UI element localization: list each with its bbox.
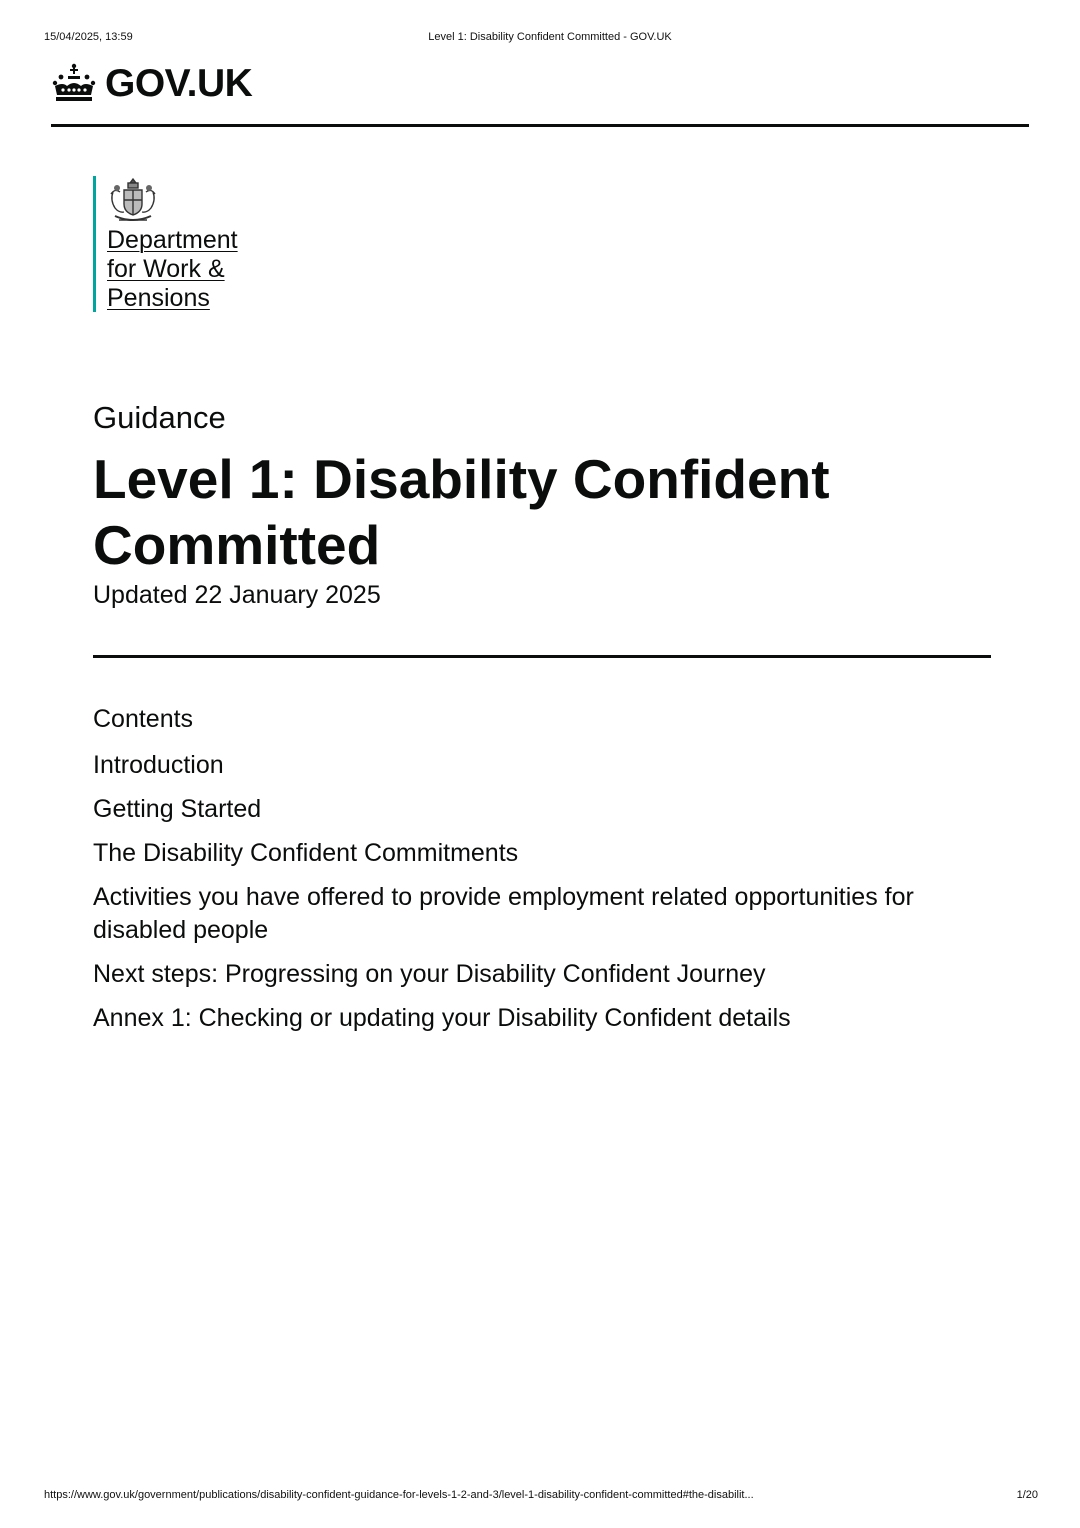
contents-link-activities[interactable]: Activities you have offered to provide employment related opportunities for disabled people [93,883,914,944]
crown-icon [51,62,97,104]
print-footer [44,1489,1038,1505]
page-title: Level 1: Disability Confident Committed [93,448,830,576]
organisation-name-line[interactable]: Pensions [107,284,210,312]
govuk-home-link[interactable] [51,62,252,104]
contents-list [93,749,973,1046]
print-datetime: 15/04/2025, 13:59 [44,31,133,43]
royal-coat-of-arms-icon [107,176,159,224]
organisation-logo[interactable] [93,176,267,312]
organisation-name-line[interactable]: Department [107,226,238,254]
print-document-title: Level 1: Disability Confident Committed - GOV.UK [428,31,672,43]
page-caption: Guidance [93,400,226,435]
contents-list-item [93,837,973,870]
govuk-logotype: GOV.UK [105,61,253,105]
contents-list-item [93,881,973,947]
organisation-name[interactable] [107,226,267,313]
print-url: https://www.gov.uk/government/publications/disability-confident-guidance-for-levels-1-2-and-3/level-1-disability-confident-committed#the-disabilit... [44,1489,754,1501]
contents-list-item [93,793,973,826]
organisation-name-line[interactable]: for Work & [107,255,225,283]
contents-link-next-steps[interactable]: Next steps: Progressing on your Disability Confident Journey [93,960,766,988]
contents-list-item [93,958,973,991]
contents-link-getting-started[interactable]: Getting Started [93,795,262,823]
updated-date: Updated 22 January 2025 [93,581,381,609]
print-header [44,31,1036,47]
contents-heading: Contents [93,705,194,733]
section-divider [93,655,991,658]
contents-link-annex-1[interactable]: Annex 1: Checking or updating your Disability Confident details [93,1004,791,1032]
print-page-number: 1/20 [1016,1489,1038,1501]
contents-link-introduction[interactable]: Introduction [93,751,224,779]
contents-list-item [93,1002,973,1035]
govuk-header [51,60,1029,127]
contents-link-commitments[interactable]: The Disability Confident Commitments [93,839,519,867]
contents-list-item [93,749,973,782]
